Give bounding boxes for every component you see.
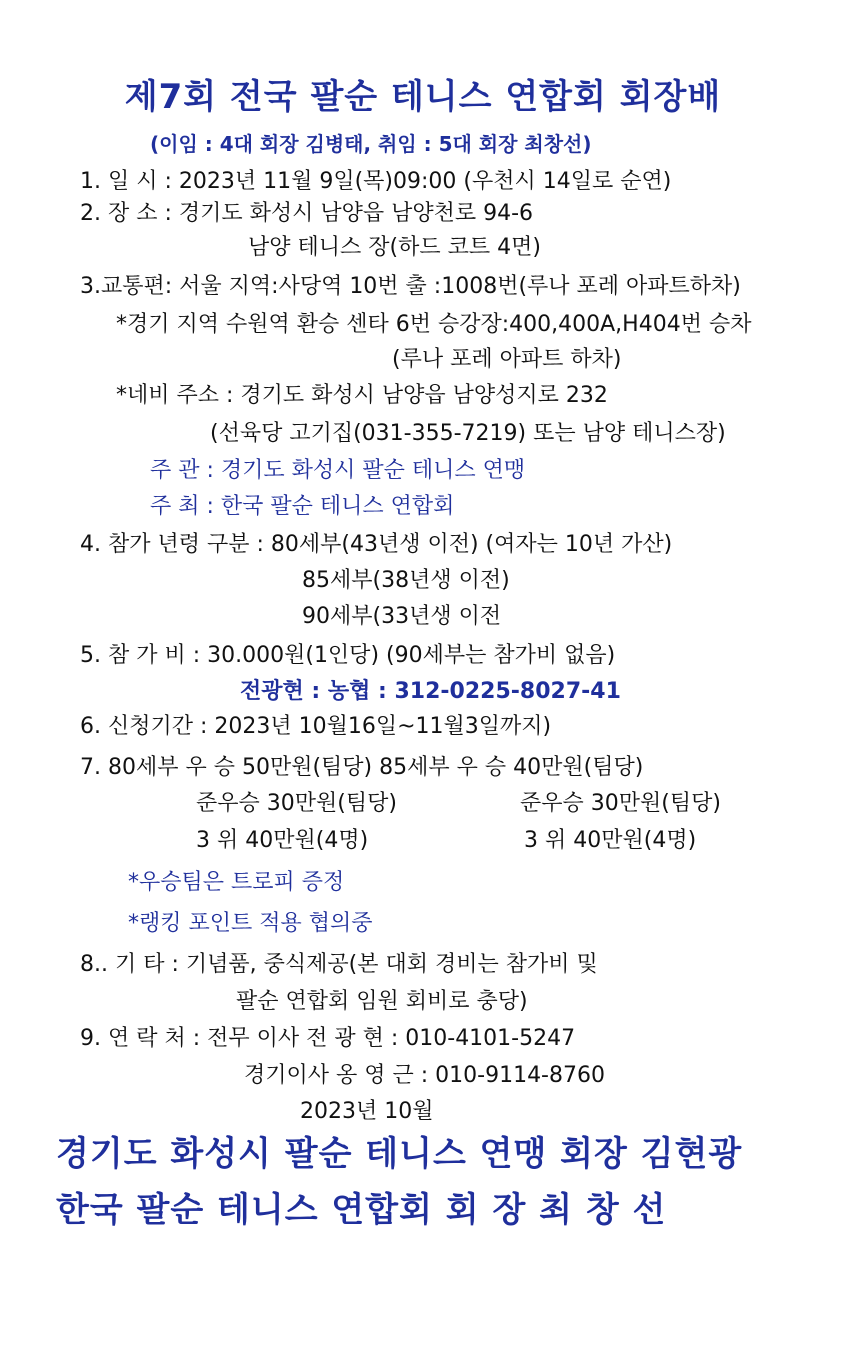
prize-third-85: 3 위 40만원(4명) bbox=[524, 828, 697, 853]
place-detail-line: 남양 테니스 장(하드 코트 4면) bbox=[248, 235, 541, 260]
etc-line: 8.. 기 타 : 기념품, 중식제공(본 대회 경비는 참가비 및 bbox=[80, 952, 598, 977]
prize-runnerup-80: 준우승 30만원(팀당) bbox=[196, 791, 397, 816]
age-90-line: 90세부(33년생 이전 bbox=[302, 604, 502, 629]
issue-date: 2023년 10월 bbox=[300, 1099, 434, 1124]
prize-runnerup-85: 준우승 30만원(팀당) bbox=[520, 791, 721, 816]
transport-gyeonggi-line: *경기 지역 수원역 환승 센타 6번 승강장:400,400A,H404번 승차 bbox=[116, 312, 752, 337]
page-title: 제7회 전국 팔순 테니스 연합회 회장배 bbox=[124, 77, 722, 117]
navi-line: *네비 주소 : 경기도 화성시 남양읍 남양성지로 232 bbox=[116, 383, 608, 408]
fee-line: 5. 참 가 비 : 30.000원(1인당) (90세부는 참가비 없음) bbox=[80, 643, 616, 668]
date-line: 1. 일 시 : 2023년 11월 9일(목)09:00 (우천시 14일로 순연) bbox=[80, 169, 672, 194]
host-line: 주 관 : 경기도 화성시 팔순 테니스 연맹 bbox=[150, 458, 526, 483]
organizer-line: 주 최 : 한국 팔순 테니스 연합회 bbox=[150, 494, 455, 519]
ranking-note: *랭킹 포인트 적용 협의중 bbox=[128, 911, 373, 936]
navi-detail-line: (선육당 고기집(031-355-7219) 또는 남양 테니스장) bbox=[210, 421, 726, 446]
place-line: 2. 장 소 : 경기도 화성시 남양읍 남양천로 94-6 bbox=[80, 201, 534, 226]
etc-detail-line: 팔순 연합회 임원 회비로 충당) bbox=[236, 989, 528, 1014]
subtitle: (이임 : 4대 회장 김병태, 취임 : 5대 회장 최창선) bbox=[150, 132, 592, 156]
prize-third-80: 3 위 40만원(4명) bbox=[196, 828, 369, 853]
signature-federation: 경기도 화성시 팔순 테니스 연맹 회장 김현광 bbox=[56, 1134, 743, 1174]
contact-detail-line: 경기이사 옹 영 근 : 010-9114-8760 bbox=[244, 1063, 605, 1088]
account-line: 전광현 : 농협 : 312-0225-8027-41 bbox=[240, 679, 621, 704]
transport-stop-line: (루나 포레 아파트 하차) bbox=[392, 347, 622, 372]
signature-association: 한국 팔순 테니스 연합회 회 장 최 창 선 bbox=[56, 1190, 667, 1230]
transport-line: 3.교통편: 서울 지역:사당역 10번 출 :1008번(루나 포레 아파트하차) bbox=[80, 274, 741, 299]
contact-line: 9. 연 락 처 : 전무 이사 전 광 현 : 010-4101-5247 bbox=[80, 1026, 576, 1051]
age-line: 4. 참가 년령 구분 : 80세부(43년생 이전) (여자는 10년 가산) bbox=[80, 532, 673, 557]
period-line: 6. 신청기간 : 2023년 10월16일~11월3일까지) bbox=[80, 714, 552, 739]
prize-row-1: 7. 80세부 우 승 50만원(팀당) 85세부 우 승 40만원(팀당) bbox=[80, 755, 644, 780]
trophy-note: *우승팀은 트로피 증정 bbox=[128, 870, 345, 895]
age-85-line: 85세부(38년생 이전) bbox=[302, 568, 510, 593]
